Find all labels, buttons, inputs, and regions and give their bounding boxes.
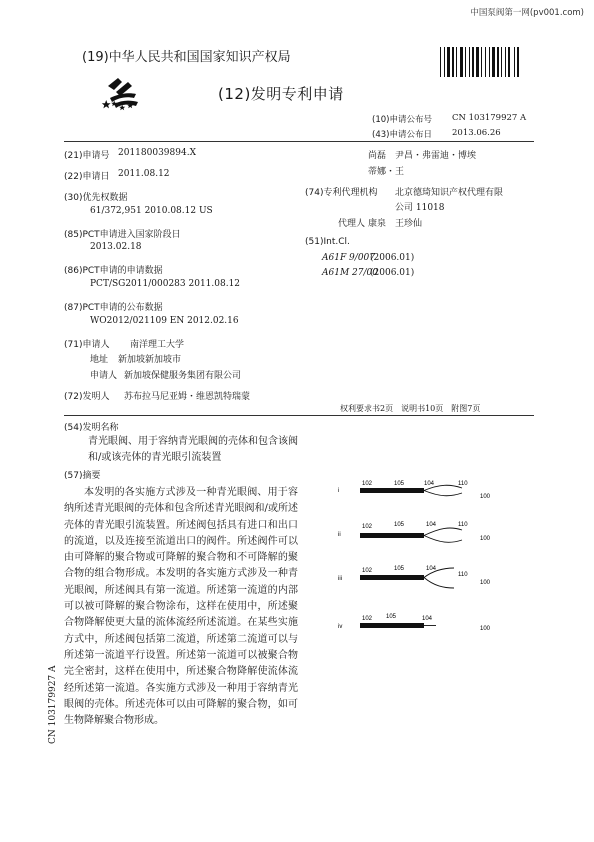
int-cl-2-code: A61M 27/00 [322, 268, 378, 278]
pct-pub-label: (87)PCT申请的公布数据 [64, 303, 163, 313]
svg-text:ii: ii [338, 532, 341, 538]
address-value: 新加坡新加坡市 [118, 355, 182, 365]
applicant-2-value: 新加坡保健服务集团有限公司 [124, 371, 242, 381]
svg-text:102: 102 [362, 568, 373, 574]
svg-text:105: 105 [394, 481, 405, 487]
int-cl-2-year: (2006.01) [370, 268, 415, 278]
int-cl-1-year: (2006.01) [370, 253, 415, 263]
figure-panel-i [338, 481, 491, 500]
svg-text:105: 105 [394, 566, 405, 572]
svg-text:100: 100 [480, 580, 491, 586]
abstract-label: (57)摘要 [64, 471, 101, 481]
filing-date-label: (22)申请日 [64, 172, 110, 182]
svg-text:105: 105 [386, 614, 397, 620]
pages-info: 权利要求书2页 说明书10页 附图7页 [340, 404, 481, 413]
svg-text:104: 104 [422, 616, 433, 622]
inventor-value: 苏布拉马尼亚姆・维恩凯特瑞蒙 [124, 392, 251, 402]
section-rule [64, 415, 534, 416]
svg-text:104: 104 [424, 481, 435, 487]
figure-panel-iii [338, 566, 491, 588]
app-no-label: (21)申请号 [64, 151, 110, 161]
priority-value: 61/372,951 2010.08.12 US [90, 206, 213, 216]
pct-app-label: (86)PCT申请的申请数据 [64, 266, 163, 276]
svg-text:iv: iv [338, 624, 343, 630]
pct-app-value: PCT/SG2011/000283 2011.08.12 [90, 279, 241, 289]
svg-text:104: 104 [426, 566, 437, 572]
svg-text:iii: iii [338, 576, 342, 582]
issuing-office: (19)中华人民共和国国家知识产权局 [82, 50, 291, 65]
svg-text:102: 102 [362, 524, 373, 530]
int-cl-1-code: A61F 9/007 [322, 253, 375, 263]
pct-pub-value: WO2012/021109 EN 2012.02.16 [90, 316, 239, 326]
title-label: (54)发明名称 [64, 423, 119, 433]
pub-date-value: 2013.06.26 [452, 128, 501, 138]
applicant-label: (71)申请人 [64, 340, 110, 350]
app-no-value: 201180039894.X [118, 148, 196, 158]
agency-label: (74)专利代理机构 [305, 188, 378, 198]
panel-letter: i [338, 488, 340, 494]
barcode [440, 47, 538, 81]
agency-value-1: 北京德琦知识产权代理有限 [395, 188, 504, 198]
svg-text:100: 100 [480, 494, 491, 500]
figure-panel-iv [338, 614, 491, 632]
svg-text:104: 104 [426, 522, 437, 528]
pct-entry-label: (85)PCT申请进入国家阶段日 [64, 230, 181, 240]
emblem-logo [100, 76, 142, 122]
site-watermark: 中国泵阀第一网(pv001.com) [470, 8, 584, 18]
inventor-continued-2: 蒂娜・王 [368, 167, 405, 177]
svg-text:110: 110 [458, 522, 468, 528]
agency-value-2: 公司 11018 [395, 203, 445, 213]
int-cl-label: (51)Int.Cl. [305, 237, 350, 247]
valve-figure [330, 470, 520, 640]
pub-date-label: (43)申请公布日 [372, 130, 432, 140]
side-publication-number: CN 103179927 A [48, 665, 58, 744]
agent-value: 康泉 王珍仙 [368, 219, 423, 229]
svg-text:100: 100 [480, 626, 491, 632]
inventor-label: (72)发明人 [64, 392, 110, 402]
priority-label: (30)优先权数据 [64, 193, 128, 203]
address-label: 地址 [90, 355, 109, 365]
document-type: (12)发明专利申请 [218, 85, 344, 103]
filing-date-value: 2011.08.12 [118, 169, 170, 179]
svg-text:110: 110 [458, 481, 468, 487]
svg-text:102: 102 [362, 481, 373, 487]
applicant-2-label: 申请人 [90, 371, 118, 381]
invention-title: 青光眼阀、用于容纳青光眼阀的壳体和包含该阀和/或该壳体的青光眼引流装置 [88, 436, 298, 463]
header-rule [64, 141, 534, 142]
abstract-text: 本发明的各实施方式涉及一种青光眼阀、用于容纳所述青光眼阀的壳体和包含所述青光眼阀和/或所述壳体的青光眼引流装置。所述阀包括具有进口和出口的流道，以及连接至流道出口的阀件。所述阀件可以由可降解的聚合物或可降解的聚合物和不可降解的聚合物的组合物形成。本发明的各实施方式涉及一种青光眼阀，所述阀具有第一流道。所述第一流道的内部可以被可降解的聚合物涂布，这样在使用中，所述聚合物降解使更大量的流体流经所述流道。在某些实施方式中，所述阀包括第二流道，所述第二流道可以与所述第一流道平行设置。所述第一流道可以被聚合物完全密封，这样在使用中，所述聚合物降解使流体流经所述第一流道。各实施方式涉及一种用于容纳青光眼阀的壳体。所述壳体可以由可降解的聚合物，如可生物降解聚合物形成。 [64, 487, 298, 727]
agent-label: 代理人 [338, 219, 366, 229]
svg-text:105: 105 [394, 522, 405, 528]
svg-text:102: 102 [362, 616, 373, 622]
svg-text:100: 100 [480, 536, 491, 542]
figure-panel-ii [338, 522, 491, 542]
applicant-1: 南洋理工大学 [130, 340, 185, 350]
svg-text:110: 110 [458, 572, 468, 578]
pct-entry-value: 2013.02.18 [90, 242, 142, 252]
pub-no-label: (10)申请公布号 [372, 115, 432, 125]
inventor-continued-1: 尚磊 尹昌・弗雷迪・博埃 [368, 151, 477, 161]
pub-no-value: CN 103179927 A [452, 113, 527, 123]
